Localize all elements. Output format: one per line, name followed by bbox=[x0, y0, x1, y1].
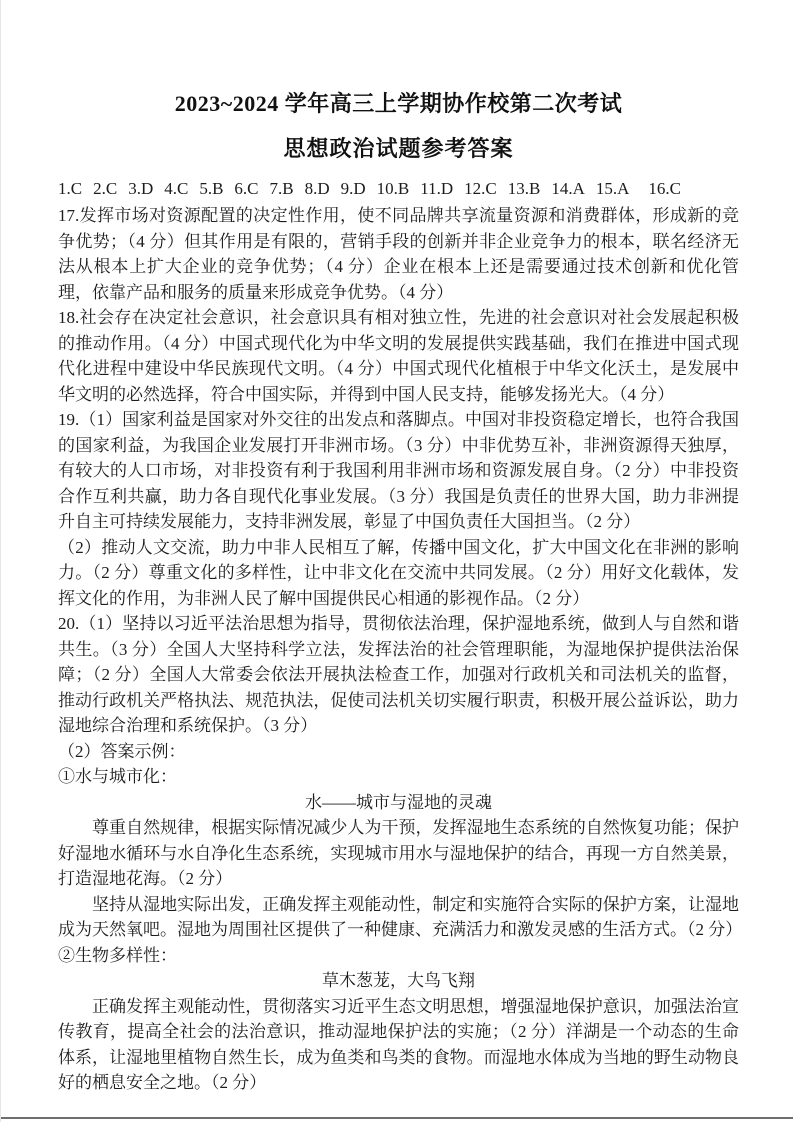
q20-part2-label: （2）答案示例： bbox=[58, 741, 186, 761]
example1-heading: 水——城市与湿地的灵魂 bbox=[305, 792, 492, 812]
q19-part1-answer: 19.（1）国家利益是国家对外交往的出发点和落脚点。中国对非投资稳定增长，也符合我国的国家利益，为我国企业发展打开非洲市场。（3 分）中非优势互补，非洲资源得天独厚，有较大的人口市场，对非投资有利于我国利用非洲市场和资源发展自身。（2 分）中非投资合作互利共赢，助力各自现代化事业发展。（3 分）我国是负责任的世界大国，助力非洲提升自主可持续发展能力，支持非洲发展，彰显了中国负责任大国担当。（2 分） bbox=[58, 410, 739, 531]
example1-label: ①水与城市化： bbox=[58, 767, 177, 786]
free-response-answers bbox=[58, 203, 743, 1096]
mc-answers-row bbox=[58, 176, 739, 201]
mc-answer: 13.B bbox=[507, 179, 541, 198]
mc-answer: 8.D bbox=[304, 179, 330, 198]
mc-answer: 10.B bbox=[376, 179, 410, 198]
mc-answer: 9.D bbox=[340, 179, 366, 198]
mc-answer: 6.C bbox=[234, 179, 259, 198]
mc-answer: 3.D bbox=[128, 179, 154, 198]
example2-heading: 草木葱茏，大鸟飞翔 bbox=[322, 971, 475, 990]
document-content bbox=[58, 0, 743, 1096]
mc-answer: 11.D bbox=[420, 179, 454, 198]
example2-label: ②生物多样性： bbox=[58, 945, 177, 965]
example2-para1: 正确发挥主观能动性，贯彻落实习近平生态文明思想，增强湿地保护意识，加强法治宣传教育，提高全社会的法治意识，推动湿地保护法的实施；（2 分）洋湖是一个动态的生命体系，让湿地里植物自然生长，成为鱼类和鸟类的食物。而湿地水体成为当地的野生动物良好的栖息安全之地。（2 分） bbox=[58, 996, 739, 1092]
mc-answer: 12.C bbox=[464, 179, 497, 198]
answer-key-subtitle: 思想政治试题参考答案 bbox=[283, 136, 514, 161]
example1-para1: 尊重自然规律，根据实际情况减少人为干预，发挥湿地生态系统的自然恢复功能；保护好湿地水循环与水自净化生态系统，实现城市用水与湿地保护的结合，再现一方自然美景，打造湿地花海。（2 分） bbox=[58, 818, 739, 888]
mc-answer: 2.C bbox=[93, 179, 118, 198]
q18-answer: 18.社会存在决定社会意识，社会意识具有相对独立性，先进的社会意识对社会发展起积极的推动作用。（4 分）中国式现代化为中华文明的发展提供实践基础，我们在推进中国式现代化进程中建设中华民族现代文明。（4 分）中国式现代化植根于中华文化沃土，是发展中华文明的必然选择，符合中国实际，并得到中国人民支持，能够发扬光大。（4 分） bbox=[58, 308, 739, 404]
mc-answer: 15.A bbox=[595, 179, 630, 198]
mc-answer: 7.B bbox=[269, 179, 294, 198]
mc-answer: 1.C bbox=[58, 179, 83, 198]
q17-answer: 17.发挥市场对资源配置的决定性作用，使不同品牌共享流量资源和消费群体，形成新的竞争优势；（4 分）但其作用是有限的，营销手段的创新并非企业竞争力的根本，联名经济无法从根本上扩大企业的竞争优势；（4 分）企业在根本上还是需要通过技术创新和优化管理，依靠产品和服务的质量来形成竞争优势。（4 分） bbox=[58, 206, 739, 302]
mc-answer: 16.C bbox=[648, 179, 681, 198]
scan-bottom-edge bbox=[1, 1117, 793, 1119]
mc-answer: 5.B bbox=[199, 179, 224, 198]
example1-para2: 坚持从湿地实际出发，正确发挥主观能动性，制定和实施符合实际的保护方案，让湿地成为天然氧吧。湿地为周围社区提供了一种健康、充满活力和激发灵感的生活方式。（2 分） bbox=[58, 894, 743, 939]
mc-answer: 14.A bbox=[551, 179, 585, 198]
mc-answer: 4.C bbox=[164, 179, 189, 198]
exam-title: 2023~2024 学年高三上学期协作校第二次考试 bbox=[174, 91, 623, 116]
q19-part2-answer: （2）推动人文交流，助力中非人民相互了解，传播中国文化，扩大中国文化在非洲的影响力。（2 分）尊重文化的多样性，让中非文化在交流中共同发展。（2 分）用好文化载体，发挥文化的作用，为非洲人民了解中国提供民心相通的影视作品。（2 分） bbox=[58, 537, 739, 608]
q20-part1-answer: 20.（1）坚持以习近平法治思想为指导，贯彻依法治理，保护湿地系统，做到人与自然和谐共生。（3 分）全国人大坚持科学立法，发挥法治的社会管理职能，为湿地保护提供法治保障；（2 分）全国人大常委会依法开展执法检查工作，加强对行政机关和司法机关的监督，推动行政机关严格执法、规范执法，促使司法机关切实履行职责，积极开展公益诉讼，助力湿地综合治理和系统保护。（3 分） bbox=[58, 614, 739, 735]
